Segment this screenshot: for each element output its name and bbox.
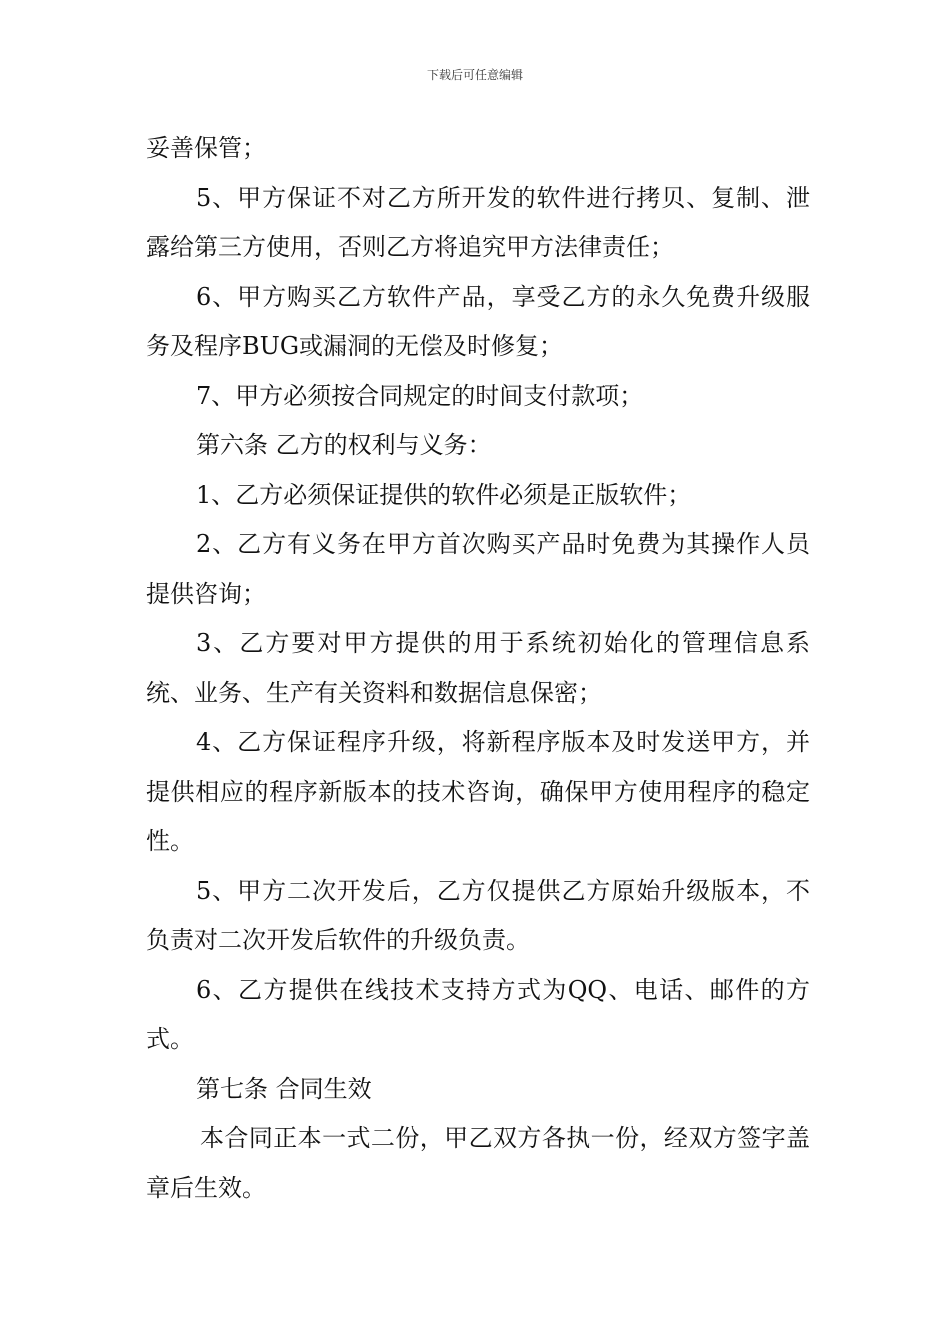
paragraph: 6、乙方提供在线技术支持方式为QQ、电话、邮件的方式。 xyxy=(146,975,810,1053)
paragraph: 本合同正本一式二份，甲乙双方各执一份，经双方签字盖章后生效。 xyxy=(146,1124,810,1202)
paragraph: 6、甲方购买乙方软件产品，享受乙方的永久免费升级服务及程序BUG或漏洞的无偿及时修复； xyxy=(146,282,810,360)
paragraph: 3、乙方要对甲方提供的用于系统初始化的管理信息系统、业务、生产有关资料和数据信息保密； xyxy=(146,629,810,707)
page-header: 下载后可任意编辑 xyxy=(426,68,523,82)
section-heading: 第六条 乙方的权利与义务： xyxy=(196,431,492,459)
paragraph: 5、甲方保证不对乙方所开发的软件进行拷贝、复制、泄露给第三方使用，否则乙方将追究甲方法律责任； xyxy=(146,183,810,261)
paragraph: 2、乙方有义务在甲方首次购买产品时免费为其操作人员提供咨询； xyxy=(146,530,810,608)
paragraph: 7、甲方必须按合同规定的时间支付款项； xyxy=(196,381,644,410)
paragraph: 5、甲方二次开发后，乙方仅提供乙方原始升级版本，不负责对二次开发后软件的升级负责。 xyxy=(146,876,810,954)
paragraph: 妥善保管； xyxy=(146,134,266,162)
paragraph: 1、乙方必须保证提供的软件必须是正版软件； xyxy=(196,480,692,509)
paragraph: 4、乙方保证程序升级，将新程序版本及时发送甲方，并提供相应的程序新版本的技术咨询，确保甲方使用程序的稳定性。 xyxy=(146,728,810,855)
document-body xyxy=(146,124,810,1213)
section-heading: 第七条 合同生效 xyxy=(196,1074,372,1103)
